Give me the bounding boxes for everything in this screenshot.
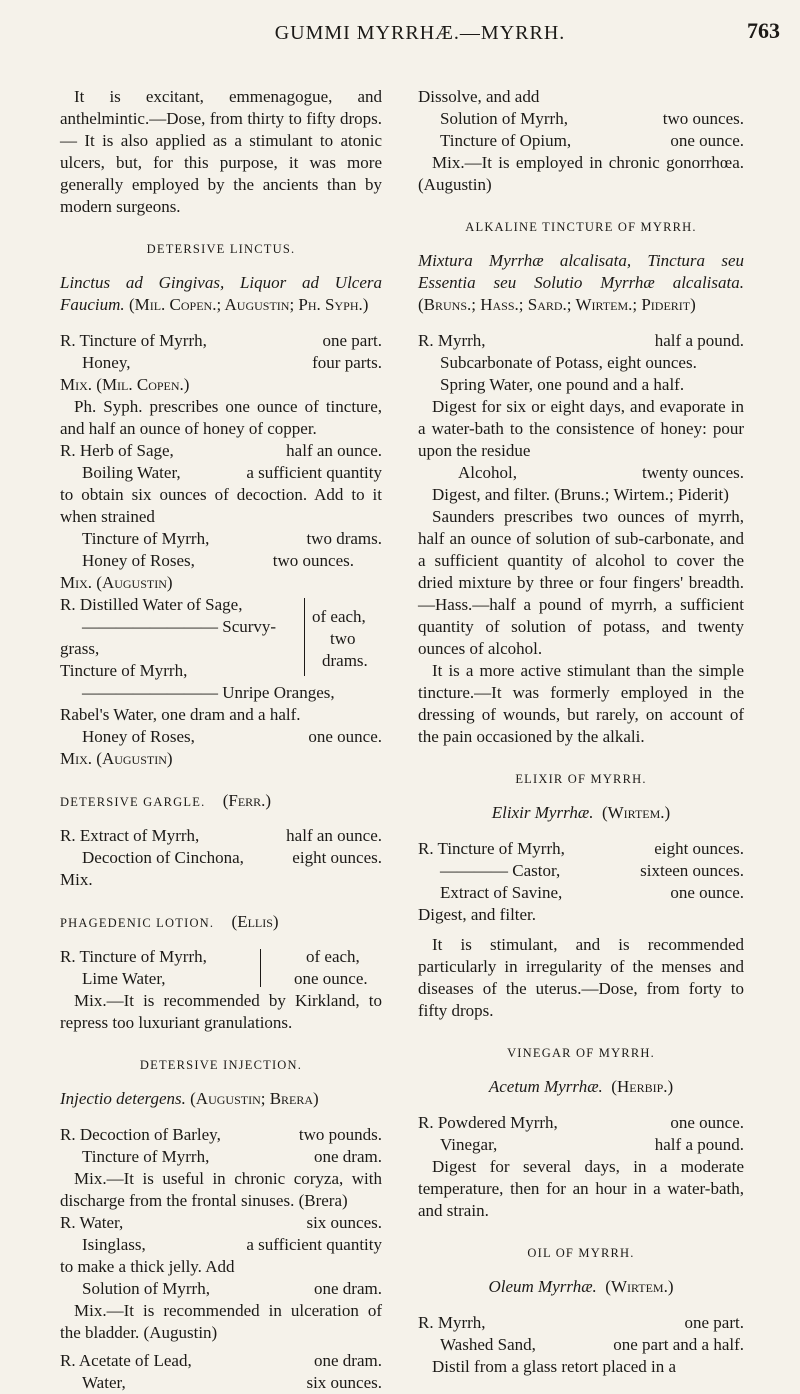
alkaline-title-block: Mixtura Myrrhæ alcalisata, Tinctura seu Essentia seu Solutio Myrrhæ alcalisata. (Bruns.; Hass.; Sard.; Wirtem.; Piderit) [418,251,744,314]
page-header [60,16,780,52]
jelly-note: to make a thick jelly. Add [60,1257,235,1276]
recipe-line: Solution of Myrrh, one dram. [82,1279,382,1298]
stimulant-note: It is a more active stimulant than the simple tincture.—It was formerly employed in the dressing of wounds, but rarely, on account of the pain occasioned by the alkali. [418,661,744,746]
recipe-line: Water, six ounces. [82,1373,382,1392]
section-heading-detersive-gargle: DETERSIVE GARGLE. (Ferr.) [60,791,272,810]
running-title: GUMMI MYRRHÆ.—MYRRH. [274,22,566,44]
section-heading-phagedenic-lotion: PHAGEDENIC LOTION. (Ellis) [60,912,279,931]
section-heading-detersive-linctus: DETERSIVE LINCTUS. [146,242,296,256]
recipe-line: Honey of Roses, one ounce. [82,727,382,746]
elixir-note: It is stimulant, and is recommended particularly in irregularity of the menses and diseases of the uterus.—Dose, from forty to fifty drops. [418,935,744,1020]
recipe-line: ———————— Unripe Oranges, [82,683,335,702]
recipe-line: Subcarbonate of Potass, eight ounces. [440,353,697,372]
recipe-line: Tincture of Opium, one ounce. [440,131,744,150]
recipe-line: R. Herb of Sage, half an ounce. [60,441,382,460]
right-column [418,86,744,1378]
recipe-line: Tincture of Myrrh, two drams. [82,529,382,548]
recipe-line: R. Extract of Myrrh, half an ounce. [60,826,382,845]
distil-note: Distil from a glass retort placed in a [432,1357,677,1376]
recipe-line: R. Myrrh, one part. [418,1313,744,1332]
lotion-note: Mix.—It is recommended by Kirkland, to repress too luxuriant granulations. [60,991,382,1032]
ph-syph-note: Ph. Syph. prescribes one ounce of tincture, and half an ounce of honey of copper. [60,397,382,438]
recipe-line: Vinegar, half a pound. [440,1135,744,1154]
linctus-title-block [60,272,382,316]
recipe-line: Spring Water, one pound and a half. [440,375,685,394]
recipe-line: R. Acetate of Lead, one dram. [60,1351,382,1370]
oil-title-block: Oleum Myrrhæ. (Wirtem.) [488,1277,674,1296]
recipe-line: Washed Sand, one part and a half. [440,1335,744,1354]
recipe-line: R. Decoction of Barley, two pounds. [60,1125,382,1144]
section-heading-alkaline-tincture: ALKALINE TINCTURE OF MYRRH. [465,220,697,234]
decoction-note: to obtain six ounces of decoction. Add to it when strained [60,485,382,526]
bracketed-recipe: R. Tincture of Myrrh, Lime Water, of each, one ounce. [60,947,368,988]
recipe-line: R. Powdered Myrrh, one ounce. [418,1113,744,1132]
section-heading-elixir: ELIXIR OF MYRRH. [515,772,647,786]
recipe-line: Honey of Roses, two ounces. [82,551,354,570]
left-column [60,86,382,1394]
vinegar-note: Digest for several days, in a moderate temperature, then for an hour in a water-bath, and strain. [418,1157,744,1220]
saunders-note: Saunders prescribes two ounces of myrrh, half an ounce of solution of sub-carbonate, and a sufficient quantity of alcohol to cover the dried mixture by three or four fingers' breadth.—Hass.—half a pound of myrrh, a sufficient quantity of solution of potass, and twenty ounces of alcohol. [418,507,744,658]
vinegar-title-block: Acetum Myrrhæ. (Herbip.) [488,1077,674,1096]
dissolve-line: Dissolve, and add [418,87,540,106]
section-heading-oil: OIL OF MYRRH. [527,1246,635,1260]
recipe-line: Solution of Myrrh, two ounces. [440,109,744,128]
mix-note: Mix. [60,870,93,889]
recipe-line: Tincture of Myrrh, one dram. [82,1147,382,1166]
linctus-sources: (Mil. Copen.; Augustin; Ph. Syph.) [128,295,369,314]
recipe-line: Honey, four parts. [82,353,382,372]
filter-note: Digest, and filter. [418,905,537,924]
recipe-line: Rabel's Water, one dram and a half. [60,705,301,724]
elixir-title-block: Elixir Myrrhæ. (Wirtem.) [491,803,671,822]
section-heading-vinegar: VINEGAR OF MYRRH. [507,1046,655,1060]
recipe-line: ———— Castor, sixteen ounces. [440,861,744,880]
recipe-line: Isinglass, a sufficient quantity [82,1235,382,1254]
recipe-line: R. Myrrh, half a pound. [418,331,744,350]
recipe-line: R. Water, six ounces. [60,1213,382,1232]
section-heading-detersive-injection: DETERSIVE INJECTION. [139,1058,303,1072]
recipe-line: R. Tincture of Myrrh, eight ounces. [418,839,744,858]
recipe-line: Boiling Water, a sufficient quantity [82,463,382,482]
bracketed-recipe: R. Distilled Water of Sage, ———————— Scurvy- grass, Tincture of Myrrh, of each, two drams. [60,595,368,680]
recipe-line: Extract of Savine, one ounce. [440,883,744,902]
brace [254,949,261,987]
intro-paragraph: It is excitant, emmenagogue, and anthelmintic.—Dose, from thirty to fifty drops.— It is also applied as a stimulant to atonic ulcers, but, for this purpose, it was more generally employed by the ancients than by modern surgeons. [60,87,382,216]
recipe-line: R. Tincture of Myrrh, one part. [60,331,382,350]
mix-note: Mix. (Mil. Copen.) [60,375,190,394]
injection-title-block: Injectio detergens. (Augustin; Brera) [60,1089,319,1108]
injection-note: Mix.—It is useful in chronic coryza, with discharge from the frontal sinuses. (Brera) [60,1169,382,1210]
digest-note: Digest for six or eight days, and evaporate in a water-bath to the consistence of honey: pour upon the residue [418,397,744,460]
recipe-line: Alcohol, twenty ounces. [458,463,744,482]
filter-note: Digest, and filter. (Bruns.; Wirtem.; Piderit) [432,485,729,504]
recipe-line: Decoction of Cinchona, eight ounces. [82,848,382,867]
mix-note: Mix. (Augustin) [60,749,173,768]
gonorrhoea-note: Mix.—It is employed in chronic gonorrhœa. (Augustin) [418,153,744,194]
mix-note: Mix. (Augustin) [60,573,173,592]
injection-note: Mix.—It is recommended in ulceration of the bladder. (Augustin) [60,1301,382,1342]
page-number: 763 [747,18,780,43]
brace [298,598,305,676]
linctus-title: Linctus ad Gingivas, Liquor ad Ulcera Faucium. [60,273,382,314]
